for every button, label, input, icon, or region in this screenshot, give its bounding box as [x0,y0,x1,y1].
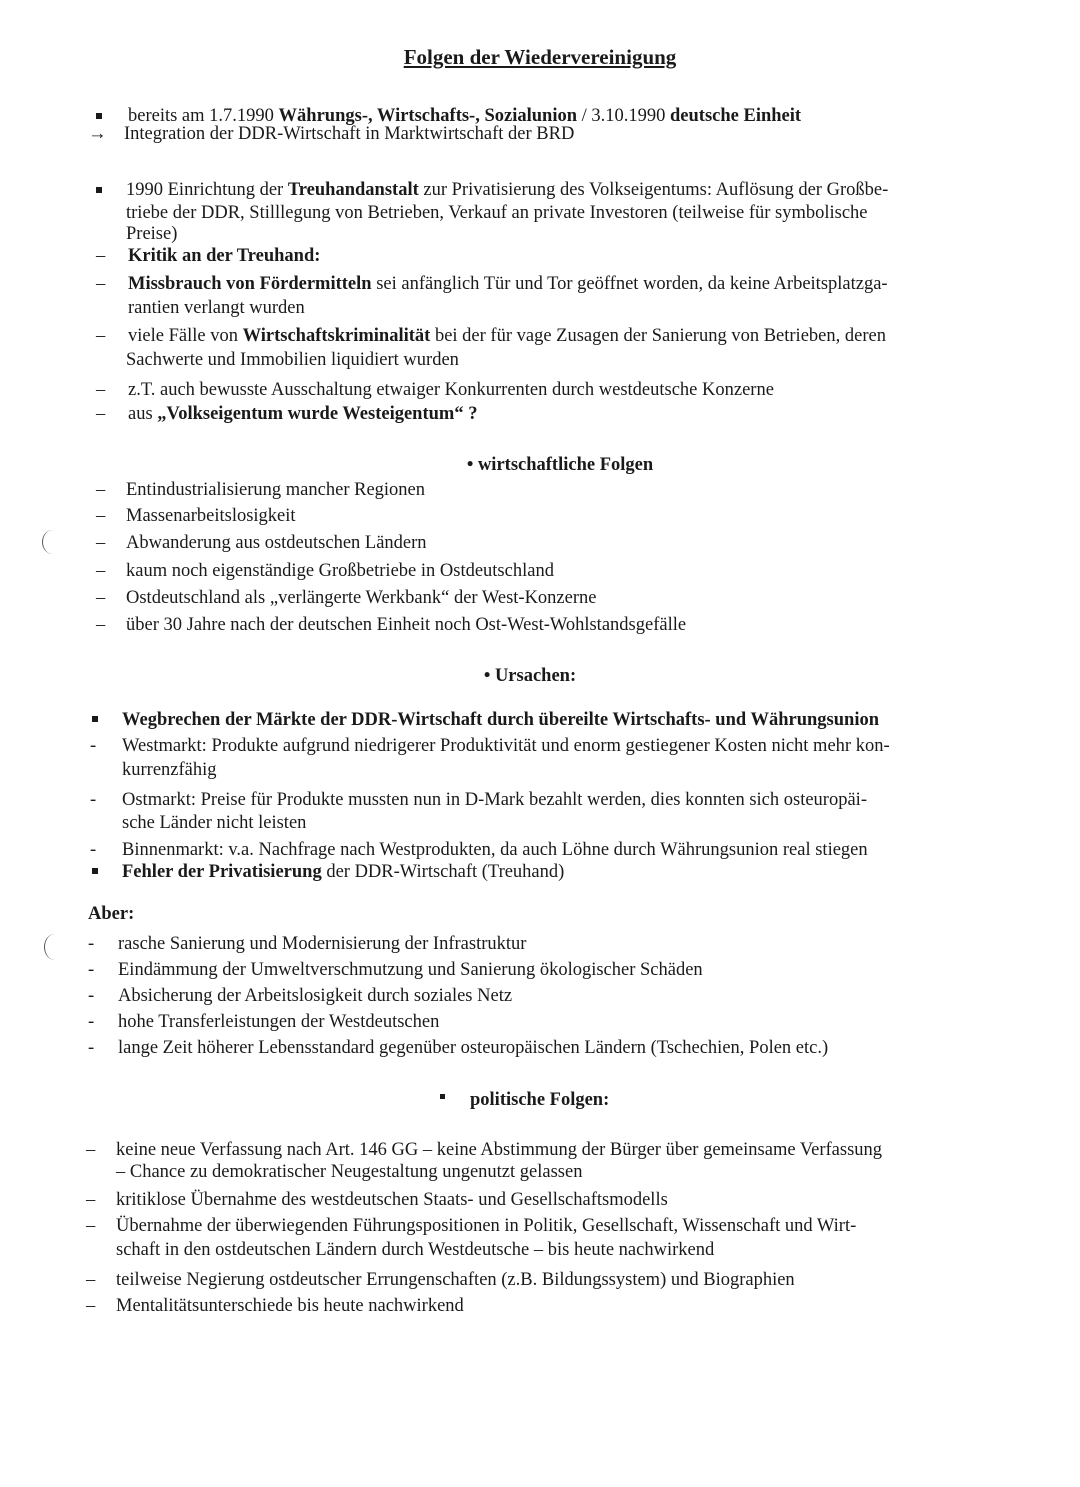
pencil-mark [42,530,63,554]
kritik-2-pre: viele Fälle von [128,326,243,346]
dash-icon: - [90,736,97,756]
politik-item-5-text: Mentalitätsunterschiede bis heute nachwirkend [116,1296,464,1316]
dash-icon: – [96,533,106,553]
dash-icon: - [88,934,95,954]
ursachen-bullet-1-text: Wegbrechen der Märkte der DDR-Wirtschaft durch übereilte Wirtschafts- und Währungsunion [122,710,879,730]
square-bullet-icon [96,187,102,193]
ursachen-b2-bold: Fehler der Privatisierung [122,862,322,882]
dash-icon: – [96,326,106,346]
treuhand-line1 [126,178,888,202]
treuhand-text-pre: 1990 Einrichtung der [126,180,288,200]
list-item-text: Abwanderung aus ostdeutschen Ländern [126,533,427,553]
treuhand-text-bold: Treuhandanstalt [287,180,419,200]
dash-icon: - [90,790,97,810]
ostmarkt-line2: sche Länder nicht leisten [122,813,307,833]
list-item-text: Entindustrialisierung mancher Regionen [126,480,426,500]
kritik-item-1-line2: rantien verlangt wurden [128,298,305,318]
kritik-item-1-line1 [128,272,888,296]
treuhand-text-post: zur Privatisierung des Volkseigentums: Auflösung der Großbe- [418,180,889,200]
politik-item-3-line1: Übernahme der überwiegenden Führungspositionen in Politik, Gesellschaft, Wissenschaft und Wirt- [116,1216,857,1236]
list-item-text: Ostdeutschland als „verlängerte Werkbank“ der West-Konzerne [126,588,597,608]
list-item-text: Absicherung der Arbeitslosigkeit durch soziales Netz [118,986,513,1006]
kritik-item-4-text [128,402,477,426]
dash-icon: - [88,960,95,980]
intro-text-mid: / 3.10.1990 [577,106,671,126]
list-item-text: lange Zeit höherer Lebensstandard gegenüber osteuropäischen Ländern (Tschechien, Polen etc.) [118,1038,829,1058]
dash-icon: – [96,380,106,400]
kritik-4-post: ? [463,404,478,424]
dash-icon: – [86,1190,96,1210]
list-item-text: kaum noch eigenständige Großbetriebe in Ostdeutschland [126,561,554,581]
square-bullet-icon [440,1094,445,1099]
page-title: Folgen der Wiedervereinigung [403,45,677,69]
ursachen-b2-post: der DDR-Wirtschaft (Treuhand) [321,862,565,882]
aber-heading: Aber: [88,904,135,924]
list-item-text: Massenarbeitslosigkeit [126,506,296,526]
intro-text-pre: bereits am 1.7.1990 [128,106,279,126]
dash-icon: – [86,1140,96,1160]
list-item-text: rasche Sanierung und Modernisierung der Infrastruktur [118,934,527,954]
treuhand-line3: Preise) [126,224,178,244]
politik-heading: politische Folgen: [470,1090,610,1110]
dash-icon: – [96,615,106,635]
ostmarkt-line1: Ostmarkt: Preise für Produkte mussten nun in D-Mark bezahlt werden, dies konnten sich osteuropäi- [122,790,867,810]
dash-icon: – [86,1270,96,1290]
square-bullet-icon [96,113,102,119]
dash-icon: – [96,588,106,608]
kritik-2-bold: Wirtschaftskriminalität [242,326,431,346]
dash-icon: - [88,1012,95,1032]
dash-icon: – [96,561,106,581]
arrow-right-icon: → [88,124,107,144]
kritik-1-bold: Missbrauch von Fördermitteln [128,274,372,294]
binnenmarkt-text: Binnenmarkt: v.a. Nachfrage nach Westprodukten, da auch Löhne durch Währungsunion real stiegen [122,840,868,860]
westmarkt-line2: kurrenzfähig [122,760,217,780]
treuhand-line2: triebe der DDR, Stilllegung von Betrieben, Verkauf an private Investoren (teilweise für symbolische [126,203,868,223]
square-bullet-icon [92,716,98,722]
kritik-item-2-line2: Sachwerte und Immobilien liquidiert wurden [126,350,459,370]
politik-item-2-text: kritiklose Übernahme des westdeutschen Staats- und Gesellschaftsmodells [116,1190,668,1210]
politik-item-3-line2: schaft in den ostdeutschen Ländern durch Westdeutsche – bis heute nachwirkend [116,1240,715,1260]
ursachen-bullet-2-text [122,860,564,884]
kritik-2-text: bei der für vage Zusagen der Sanierung von Betrieben, deren [430,326,886,346]
dash-icon: - [90,840,97,860]
intro-text-bold2: deutsche Einheit [670,106,802,126]
list-item-text: Eindämmung der Umweltverschmutzung und Sanierung ökologischer Schäden [118,960,703,980]
politik-item-4-text: teilweise Negierung ostdeutscher Errungenschaften (z.B. Bildungssystem) und Biographien [116,1270,795,1290]
dash-icon: – [96,246,106,266]
list-item-text: über 30 Jahre nach der deutschen Einheit noch Ost-West-Wohlstandsgefälle [126,615,687,635]
ursachen-heading: • Ursachen: [483,666,577,686]
dash-icon: - [88,1038,95,1058]
kritik-1-text: sei anfänglich Tür und Tor geöffnet worden, da keine Arbeitsplatzga- [371,274,888,294]
kritik-heading: Kritik an der Treuhand: [128,246,321,266]
dash-icon: - [88,986,95,1006]
intro-arrow-text: Integration der DDR-Wirtschaft in Marktwirtschaft der BRD [124,124,575,144]
westmarkt-line1: Westmarkt: Produkte aufgrund niedrigerer Produktivität und enorm gestiegener Kosten nicht mehr kon- [122,736,890,756]
kritik-4-pre: aus [128,404,158,424]
kritik-item-2-line1 [128,324,886,348]
intro-text-bold: Währungs-, Wirtschafts-, Sozialunion [278,106,577,126]
pencil-mark [44,934,65,960]
dash-icon: – [96,506,106,526]
dash-icon: – [96,404,106,424]
dash-icon: – [86,1296,96,1316]
politik-item-1-line1: keine neue Verfassung nach Art. 146 GG – keine Abstimmung der Bürger über gemeinsame Verfassung [116,1140,883,1160]
dash-icon: – [86,1216,96,1236]
square-bullet-icon [92,868,98,874]
dash-icon: – [96,480,106,500]
kritik-4-bold: „Volkseigentum wurde Westeigentum“ [157,404,464,424]
politik-item-1-line2: – Chance zu demokratischer Neugestaltung ungenutzt gelassen [116,1162,583,1182]
list-item-text: hohe Transferleistungen der Westdeutschen [118,1012,440,1032]
wirtschaft-heading: • wirtschaftliche Folgen [466,455,654,475]
kritik-item-3-text: z.T. auch bewusste Ausschaltung etwaiger Konkurrenten durch westdeutsche Konzerne [128,380,774,400]
dash-icon: – [96,274,106,294]
